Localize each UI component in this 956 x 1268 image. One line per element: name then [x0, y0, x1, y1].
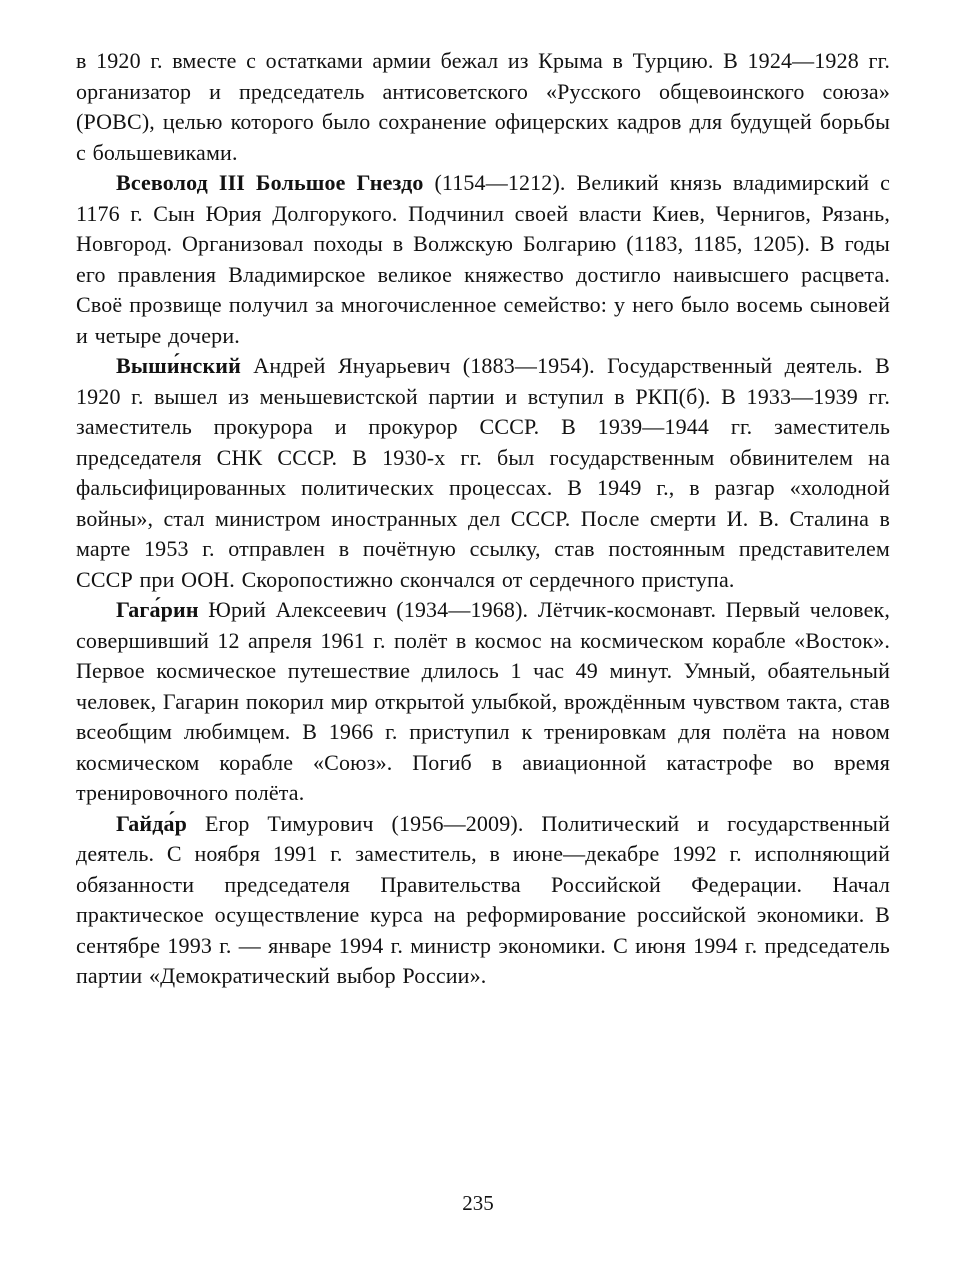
entry-text: в 1920 г. вместе с остатками армии бежал из Крыма в Турцию. В 1924—1928 гг. организатор и председатель антисоветского «Русского общевоинского союза» (РОВС), целью которого было сохранение офицерских кадров для будущей борьбы с большевиками.	[76, 48, 890, 165]
entry-name: Гайда́р	[116, 810, 188, 836]
entry-text: Юрий Алексеевич (1934—1968). Лётчик-космонавт. Первый человек, совершивший 12 апреля 1961 г. полёт в космос на космическом корабле «Восток». Первое космическое путешествие длилось 1 час 49 минут. Умный, обаятельный человек, Гагарин покорил мир открытой улыбкой, врождённым чувством такта, став всеобщим любимцем. В 1966 г. приступил к тренировкам для полёта на новом космическом корабле «Союз». Погиб в авиационной катастрофе во время тренировочного полёта.	[76, 597, 890, 805]
entry-text: Егор Тимурович (1956—2009). Политический и государственный деятель. С ноября 1991 г. заместитель, в июне—декабре 1992 г. исполняющий обязанности председателя Правительства Российской Федерации. Начал практическое осуществление курса на реформирование российской экономики. В сентябре 1993 г. — январе 1994 г. министр экономики. С июня 1994 г. председатель партии «Демократический выбор России».	[76, 810, 890, 988]
entry-name: Всеволод III Большое Гнездо	[116, 170, 424, 195]
paragraph	[76, 351, 890, 595]
text-block	[76, 46, 890, 992]
entry-name: Гага́рин	[116, 597, 199, 622]
page-number: 235	[462, 1191, 494, 1215]
paragraph	[76, 168, 890, 351]
paragraph	[76, 809, 890, 992]
entry-text: Андрей Януарьевич (1883—1954). Государственный деятель. В 1920 г. вышел из меньшевистской партии и вступил в РКП(б). В 1933—1939 гг. заместитель прокурора и прокурор СССР. В 1939—1944 гг. заместитель председателя СНК СССР. В 1930-х гг. был государственным обвинителем на фальсифицированных политических процессах. В 1949 г., в разгар «холодной войны», стал министром иностранных дел СССР. После смерти И. В. Сталина в марте 1953 г. отправлен в почётную ссылку, став постоянным представителем СССР при ООН. Скоропостижно скончался от сердечного приступа.	[76, 353, 890, 592]
paragraph	[76, 595, 890, 809]
paragraph	[76, 46, 890, 168]
entry-name: Выши́нский	[116, 353, 241, 378]
entry-text: (1154—1212). Великий князь владимирский с 1176 г. Сын Юрия Долгорукого. Подчинил своей власти Киев, Чернигов, Рязань, Новгород. Организовал походы в Волжскую Болгарию (1183, 1185, 1205). В годы его правления Владимирское великое княжество достигло наивысшего расцвета. Своё прозвище получил за многочисленное семейство: у него было восемь сыновей и четыре дочери.	[76, 170, 890, 348]
